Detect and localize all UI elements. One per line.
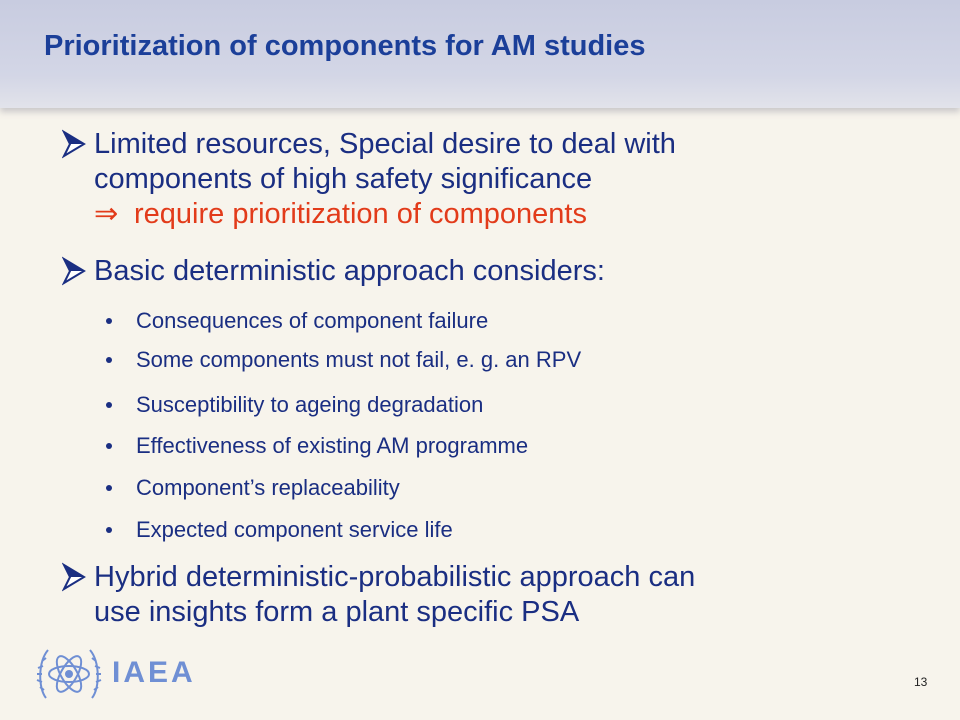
sub-item [106, 432, 906, 460]
arrow-bullet-icon [62, 562, 86, 592]
sub-item [106, 516, 906, 544]
iaea-logo-text: IAEA [112, 656, 196, 689]
implies-symbol: ⇒ [94, 198, 119, 230]
bullet-dot-icon [106, 357, 112, 363]
page-number: 13 [914, 675, 928, 689]
bullet-dot-icon [106, 318, 112, 324]
sub-item-text: Susceptibility to ageing degradation [136, 392, 484, 417]
bullet-2 [62, 254, 922, 289]
bullet-dot-icon [106, 443, 112, 449]
arrow-bullet-icon [62, 256, 86, 286]
sub-item-text: Effectiveness of existing AM programme [136, 433, 529, 458]
slide-title: Prioritization of components for AM studies [44, 30, 646, 62]
iaea-emblem-icon [34, 640, 104, 710]
bullet-3-line-1: Hybrid deterministic-probabilistic approach can [94, 561, 696, 593]
bullet-dot-icon [106, 402, 112, 408]
arrow-bullet-icon [62, 129, 86, 159]
sub-item [106, 391, 906, 419]
bullet-1-conclusion: require prioritization of components [134, 198, 587, 230]
sub-item-text: Component’s replaceability [136, 475, 400, 500]
sub-item [106, 474, 906, 502]
sub-item-text: Consequences of component failure [136, 308, 489, 333]
bullet-2-line-1: Basic deterministic approach considers: [94, 255, 605, 287]
sub-item [106, 346, 906, 374]
bullet-1-line-3 [94, 197, 922, 232]
bullet-1 [62, 127, 922, 232]
sub-item-text: Expected component service life [136, 517, 453, 542]
bullet-3 [62, 560, 922, 630]
sub-item-text: Some components must not fail, e. g. an RPV [136, 347, 582, 372]
bullet-3-line-2: use insights form a plant specific PSA [94, 596, 580, 628]
bullet-dot-icon [106, 527, 112, 533]
bullet-1-line-1: Limited resources, Special desire to deal with [94, 128, 676, 160]
bullet-1-line-2: components of high safety significance [94, 163, 593, 195]
bullet-dot-icon [106, 485, 112, 491]
sub-item [106, 307, 906, 335]
